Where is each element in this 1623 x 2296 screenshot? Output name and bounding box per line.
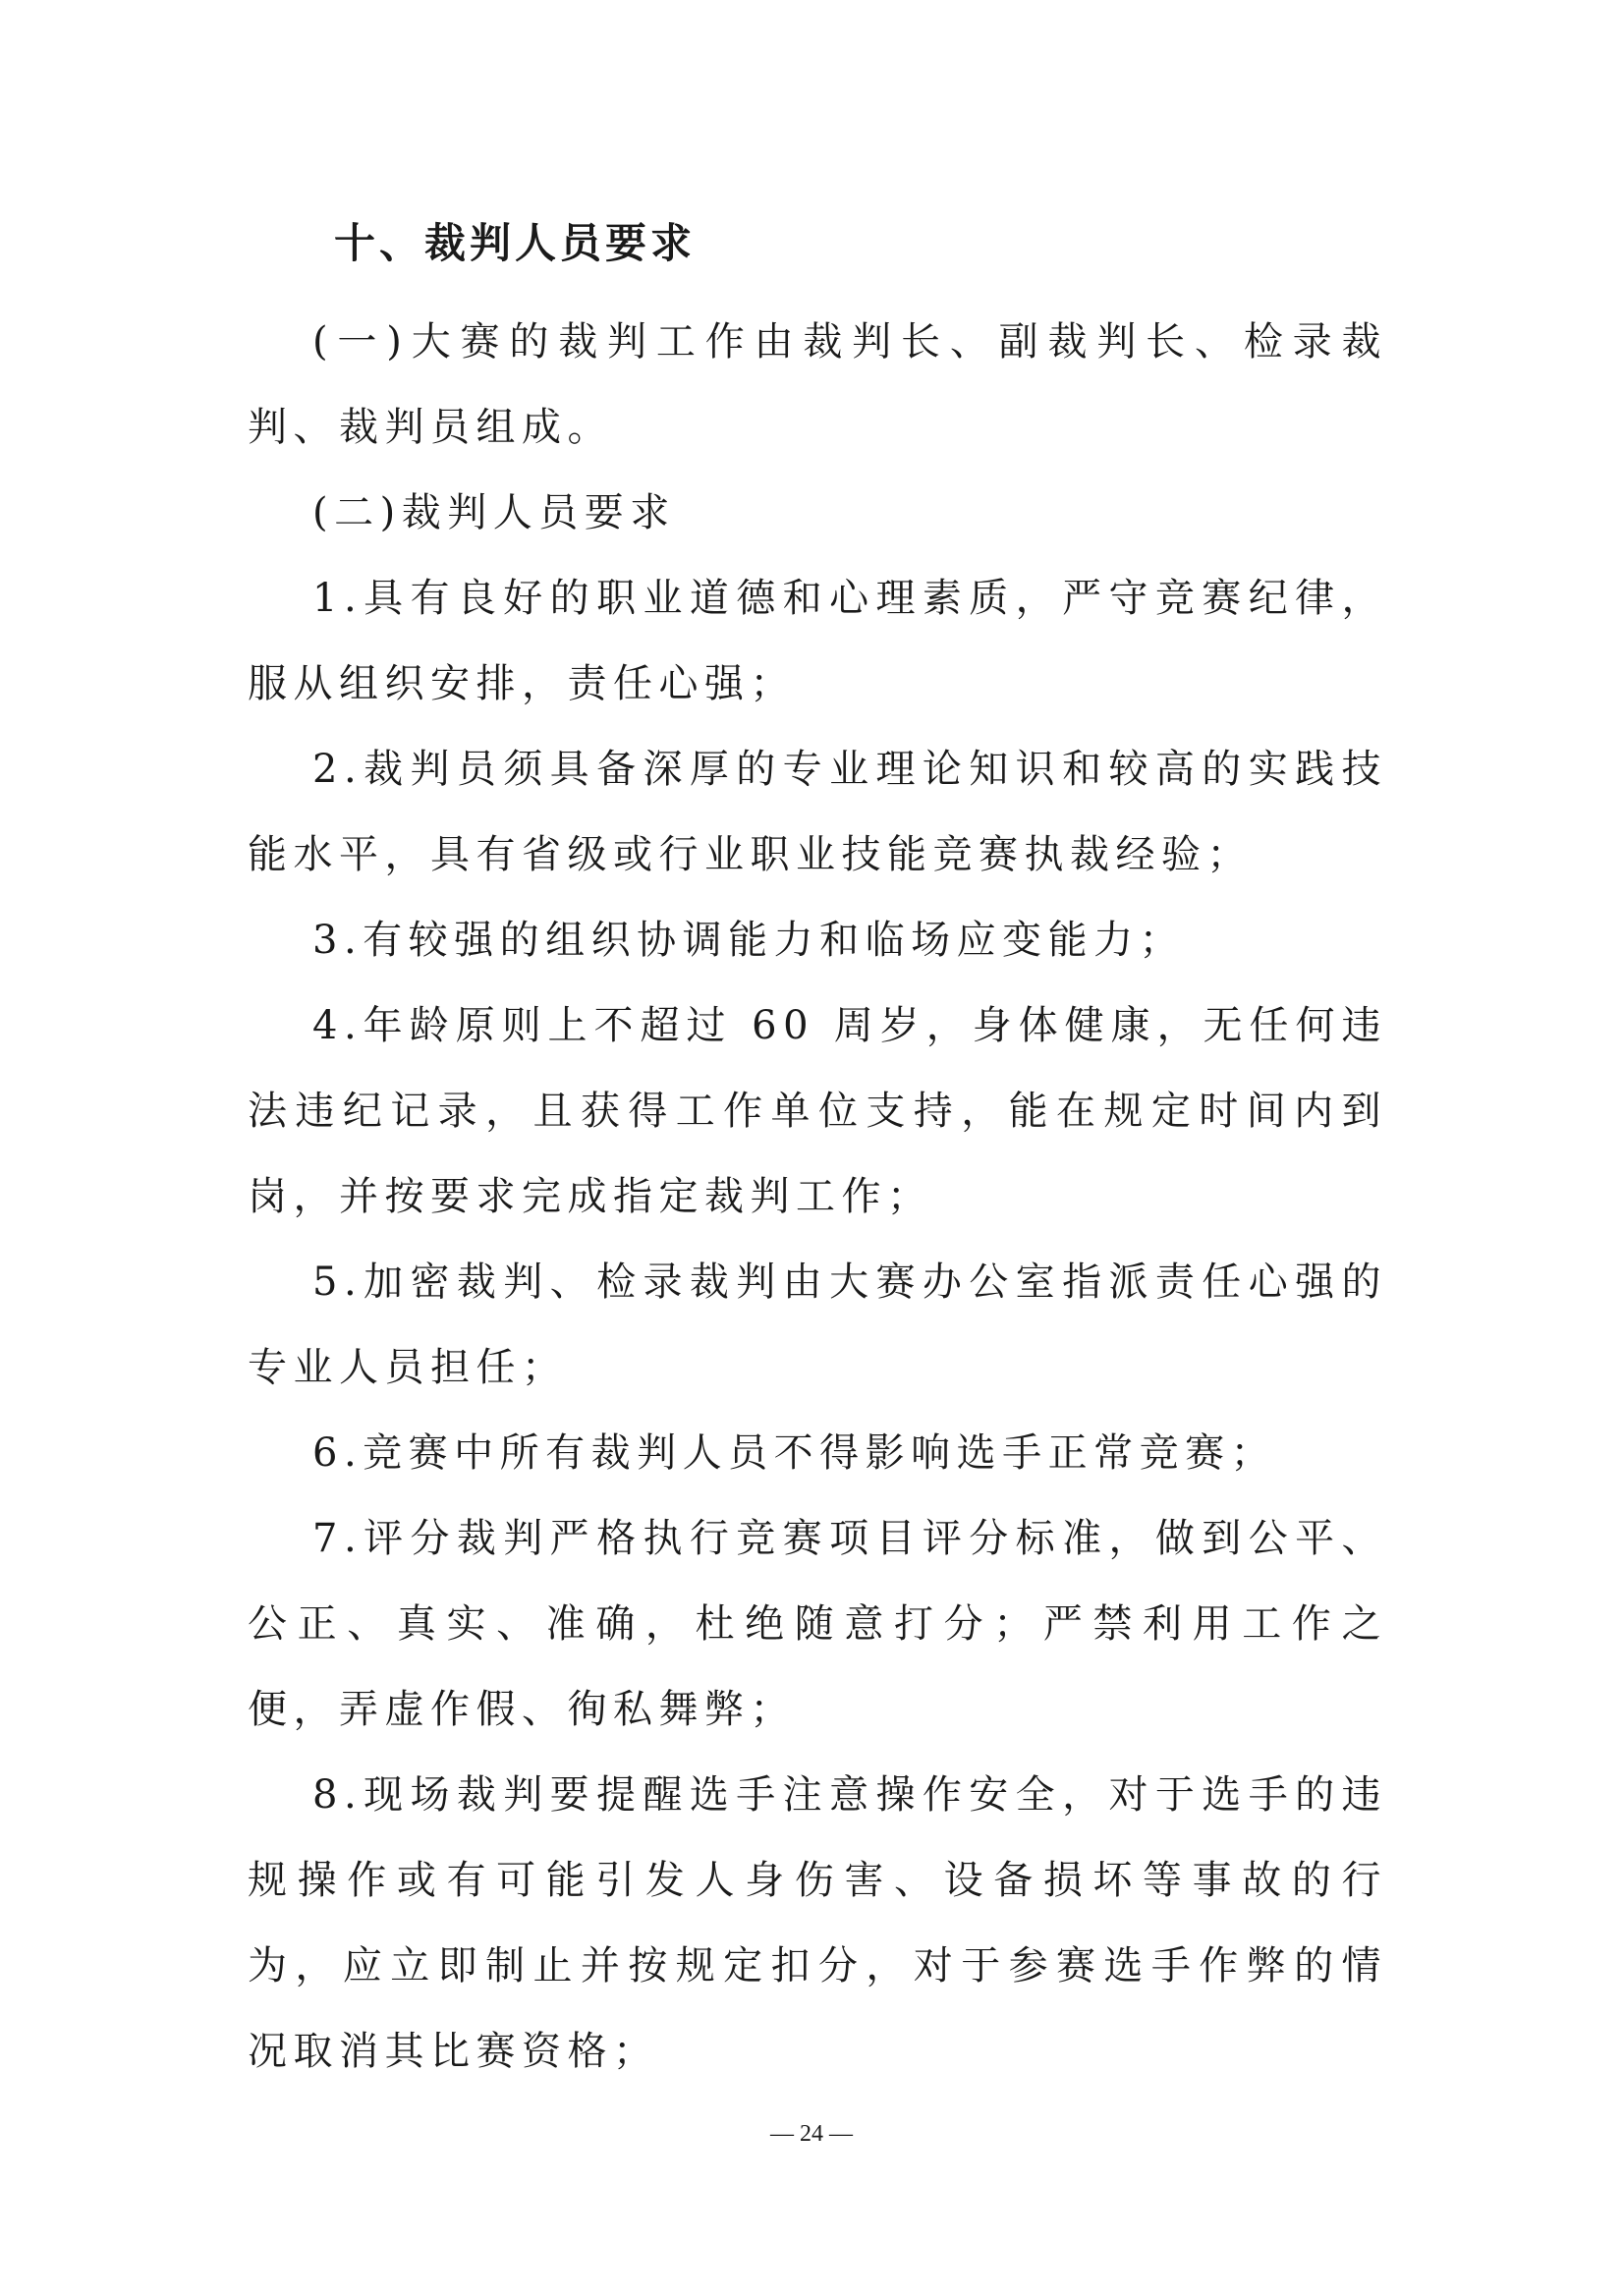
paragraph-item-6: 6.竞赛中所有裁判人员不得影响选手正常竞赛； [312,1430,1277,1476]
paragraph-item-5: 5.加密裁判、检录裁判由大赛办公室指派责任心强的专业人员担任； [248,1260,1387,1390]
paragraph-item-7: 7.评分裁判严格执行竞赛项目评分标准，做到公平、公正、真实、准确，杜绝随意打分；严禁利用工作之便，弄虚作假、徇私舞弊； [248,1516,1387,1732]
paragraph-item-3: 3.有较强的组织协调能力和临场应变能力； [312,918,1186,963]
paragraph-requirements-title: (二)裁判人员要求 [312,490,676,535]
paragraph-item-1: 1.具有良好的职业道德和心理素质，严守竞赛纪律，服从组织安排，责任心强； [248,576,1387,706]
paragraph-item-2: 2.裁判员须具备深厚的专业理论知识和较高的实践技能水平，具有省级或行业职业技能竞赛执裁经验； [248,747,1387,877]
page-number: — 24 — [770,2121,853,2147]
page-content [248,214,1387,2095]
paragraph-item-8: 8.现场裁判要提醒选手注意操作安全，对于选手的违规操作或有可能引发人身伤害、设备损坏等事故的行为，应立即制止并按规定扣分，对于参赛选手作弊的情况取消其比赛资格； [248,1772,1387,2074]
paragraph-composition: (一)大赛的裁判工作由裁判长、副裁判长、检录裁判、裁判员组成。 [248,319,1387,450]
paragraph-item-4: 4.年龄原则上不超过 60 周岁，身体健康，无任何违法违纪记录，且获得工作单位支持，能在规定时间内到岗，并按要求完成指定裁判工作； [248,1003,1387,1219]
section-heading: 十、裁判人员要求 [334,219,697,267]
